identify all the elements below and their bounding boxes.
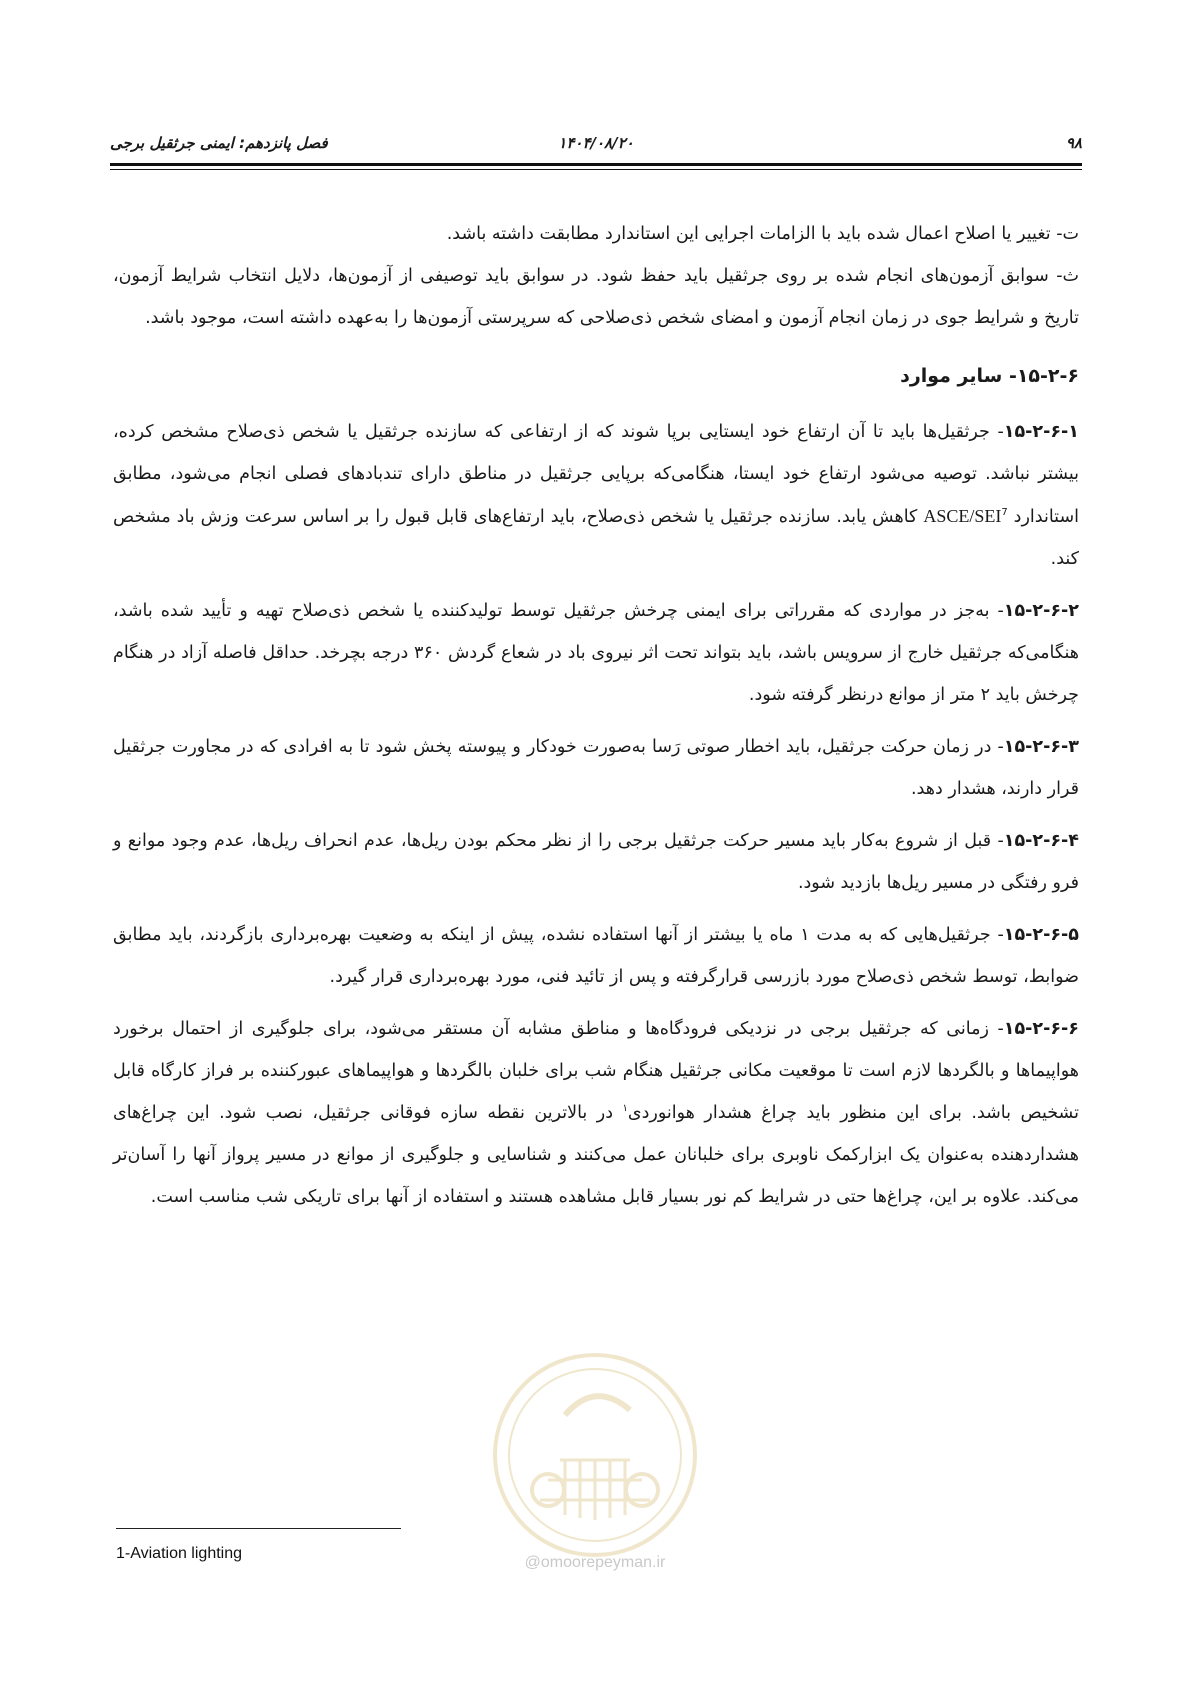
clause-3 bbox=[113, 726, 1079, 810]
body-text bbox=[113, 213, 1079, 1218]
clause-number: ۱۵-۲-۶-۴ bbox=[1003, 831, 1079, 851]
clause-number: ۱۵-۲-۶-۳ bbox=[1003, 737, 1079, 757]
clause-number: ۱۵-۲-۶-۵ bbox=[1003, 925, 1079, 945]
watermark-site: @omoorepeyman.ir bbox=[524, 1554, 666, 1571]
clause-text: - قبل از شروع به‌کار باید مسیر حرکت جرثقیل برجی را از نظر محکم بودن ریل‌ها، عدم انحراف ریل‌ها، عدم وجود موانع و فرو رفتگی در مسیر ریل‌ها بازدید شود. bbox=[113, 831, 1079, 893]
paragraph-the: ث- سوابق آزمون‌های انجام شده بر روی جرثقیل باید حفظ شود. در سوابق باید توصیفی از آزمون‌ها، دلایل انتخاب شرایط آزمون، تاریخ و شرایط جوی در زمان انجام آزمون و امضای شخص ذی‌صلاحی که سرپرستی آزمون‌ها را به‌عهده داشته است، موجود باشد. bbox=[113, 266, 1079, 328]
watermark-seal bbox=[470, 1340, 720, 1570]
clause-text: - زمانی که جرثقیل برجی در نزدیکی فرودگاه‌ها و مناطق مشابه آن مستقر می‌شود، برای جلوگیری از احتمال برخورد هواپیماها و بالگردها لازم است تا موقعیت مکانی جرثقیل هنگام شب برای خلبان بالگردها و هواپیماهای عبورکننده بر فراز کارگاه قابل تشخیص باشد. برای این منظور باید چراغ هشدار هوانوردی bbox=[113, 1019, 1080, 1123]
header-date: ۱۴۰۴/۰۸/۲۰ bbox=[558, 134, 634, 152]
clause-1 bbox=[113, 411, 1079, 580]
footnote-ref: 7 bbox=[1001, 507, 1008, 519]
page-header bbox=[110, 130, 1082, 160]
clause-number: ۱۵-۲-۶-۶ bbox=[1003, 1019, 1079, 1039]
clause-5 bbox=[113, 914, 1079, 998]
clause-2 bbox=[113, 590, 1079, 716]
clause-6 bbox=[113, 1008, 1079, 1218]
clause-number: ۱۵-۲-۶-۲ bbox=[1003, 601, 1079, 621]
clause-text: کاهش یابد. سازنده جرثقیل یا شخص ذی‌صلاح، باید ارتفاع‌های قابل قبول را بر اساس سرعت وزش باد مشخص کند. bbox=[113, 507, 1079, 569]
paragraph-te: ت- تغییر یا اصلاح اعمال شده باید با الزامات اجرایی این استاندارد مطابقت داشته باشد. bbox=[446, 224, 1079, 244]
clause-text: - به‌جز در مواردی که مقرراتی برای ایمنی چرخش جرثقیل توسط تولیدکننده یا شخص ذی‌صلاح تهیه و تأیید شده باشد، هنگامی‌که جرثقیل خارج از سرویس باشد، باید بتواند تحت اثر نیروی باد در شعاع گردش ۳۶۰ درجه بچرخد. حداقل فاصله آزاد در هنگام چرخش باید ۲ متر از موانع درنظر گرفته شود. bbox=[113, 601, 1079, 705]
clause-text: - جرثقیل‌ها باید تا آن ارتفاع خود ایستایی برپا شوند که از ارتفاعی که سازنده جرثقیل یا شخص ذی‌صلاح مشخص کرده، بیشتر نباشد. توصیه می‌شود ارتفاع خود ایستا، هنگامی‌که برپایی جرثقیل در مناطق دارای تندبادهای فصلی انجام می‌شود، مطابق استاندارد bbox=[113, 422, 1079, 527]
clause-text: در بالاترین نقطه سازه فوقانی جرثقیل، نصب شود. این چراغ‌های هشداردهنده به‌عنوان یک ابزارکمک ناوبری برای خلبانان عمل می‌کنند و شناسایی و جلوگیری از موانع در مسیر پرواز آنها را آسان‌تر می‌کند. علاوه بر این، چراغ‌ها حتی در شرایط کم نور بسیار قابل مشاهده هستند و استفاده از آنها برای تاریکی شب مناسب است. bbox=[113, 1103, 1079, 1207]
clause-number: ۱۵-۲-۶-۱ bbox=[1003, 422, 1079, 442]
standard-name: ASCE/SEI bbox=[923, 506, 1002, 526]
header-rule-thin bbox=[110, 169, 1082, 170]
footnote-ref: ۱ bbox=[622, 1103, 628, 1115]
page-number: ۹۸ bbox=[1065, 134, 1082, 152]
footnote: 1-Aviation lighting bbox=[116, 1545, 243, 1562]
section-heading: ۱۵-۲-۶- سایر موارد bbox=[900, 365, 1079, 387]
footnote-rule bbox=[116, 1528, 401, 1529]
clause-text: - جرثقیل‌هایی که به مدت ۱ ماه یا بیشتر از آنها استفاده نشده، پیش از اینکه به وضعیت بهره‌برداری بازگردند، باید مطابق ضوابط، توسط شخص ذی‌صلاح مورد بازرسی قرارگرفته و پس از تائید فنی، مورد بهره‌برداری قرار گیرد. bbox=[113, 925, 1079, 987]
clause-text: - در زمان حرکت جرثقیل، باید اخطار صوتی رَسا به‌صورت خودکار و پیوسته پخش شود تا به افرادی که در مجاورت جرثقیل قرار دارند، هشدار دهد. bbox=[113, 737, 1079, 799]
header-rule-thick bbox=[110, 163, 1082, 166]
clause-4 bbox=[113, 820, 1079, 904]
chapter-title: فصل پانزدهم: ایمنی جرثقیل برجی bbox=[110, 134, 328, 152]
